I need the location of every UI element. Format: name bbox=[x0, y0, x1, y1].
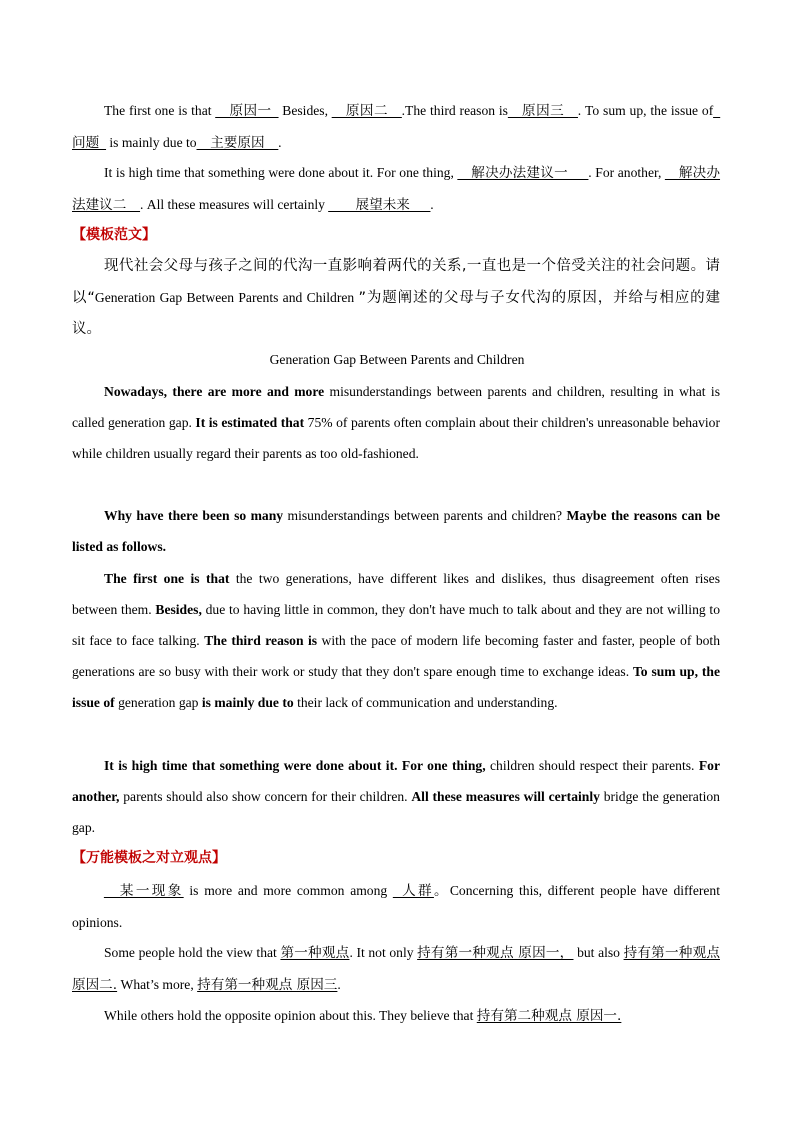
essay-paragraph-1: Nowadays, there are more and more misunderstandings between parents and children, resulting in what is called generation gap. It is estimated that 75% of parents often complain about their children's unreasonable behavior while children usually regard their parents as too old-fashioned. bbox=[72, 384, 721, 461]
template-paragraph-reasons: The first one is that __原因一_ Besides, __原因二__.The third reason is__原因三__. To sum up, the issue of_问题_ is mainly due to__主要原因__. bbox=[72, 103, 721, 151]
essay-title: Generation Gap Between Parents and Children bbox=[269, 352, 525, 367]
opposing-template-paragraph-3: While others hold the opposite opinion about this. They believe that 持有第二种观点 原因一. bbox=[104, 1008, 622, 1024]
blank-reason-2: __原因二__ bbox=[331, 103, 402, 119]
blank-group: _人群 bbox=[392, 883, 434, 899]
blank-main-reason: __主要原因__ bbox=[196, 135, 279, 151]
blank-solution-1: __解决办法建议一___ bbox=[457, 165, 589, 181]
blank-view-1-reason-3: 持有第一种观点 原因三 bbox=[197, 977, 338, 993]
blank-view-1: 第一种观点 bbox=[280, 945, 350, 961]
blank-reason-3: __原因三__ bbox=[507, 103, 578, 119]
blank-solution-2: __解决办法建议二__ bbox=[72, 165, 721, 213]
blank-phenomenon: __某一现象 bbox=[104, 883, 184, 899]
section-heading-sample-essay: 【模板范文】 bbox=[72, 227, 156, 243]
essay-paragraph-3: The first one is that the two generations, have different likes and dislikes, thus disagreement often rises between them. Besides, due to having little in common, they don't have much to talk about and they are not willing to sit face to face talking. The third reason is with the pace of modern life becoming faster and faster, people of both generations are so busy with their work or study that they don't spare enough time to exchange ideas. To sum up, the issue of generation gap is mainly due to their lack of communication and understanding. bbox=[72, 571, 721, 710]
essay-prompt: 现代社会父母与孩子之间的代沟一直影响着两代的关系,一直也是一个倍受关注的社会问题。请以“Generation Gap Between Parents and Children ”为题阐述的父母与子女代沟的原因，并给与相应的建议。 bbox=[72, 258, 720, 337]
opposing-template-paragraph-1: __某一现象 is more and more common among _人群。Concerning this, different people have different opinions. bbox=[72, 883, 721, 930]
blank-view-1-reason-1: 持有第一种观点 原因一， bbox=[417, 945, 574, 961]
blank-outlook: ____展望未来___ bbox=[328, 197, 431, 213]
section-heading-opposing-views: 【万能模板之对立观点】 bbox=[72, 850, 226, 866]
essay-paragraph-4: It is high time that something were done about it. For one thing, children should respect their parents. For another, parents should also show concern for their children. All these measures will certainly bridge the generation gap. bbox=[72, 758, 720, 835]
blank-view-2-reason-1: 持有第二种观点 原因一. bbox=[476, 1008, 622, 1024]
blank-view-1-reason-2: 持有第一种观点 原因二. bbox=[72, 945, 720, 993]
essay-paragraph-2: Why have there been so many misunderstandings between parents and children? Maybe the reasons can be listed as follows. bbox=[72, 508, 720, 554]
blank-reason-1: __原因一_ bbox=[215, 103, 279, 119]
blank-issue: _问题_ bbox=[72, 103, 721, 151]
template-paragraph-solutions: It is high time that something were done about it. For one thing, __解决办法建议一___. For another, __解决办法建议二__. All these measures will certainly ____展望未来___. bbox=[72, 165, 721, 213]
opposing-template-paragraph-2: Some people hold the view that 第一种观点. It not only 持有第一种观点 原因一， but also 持有第一种观点 原因二. What’s more, 持有第一种观点 原因三. bbox=[72, 945, 720, 993]
